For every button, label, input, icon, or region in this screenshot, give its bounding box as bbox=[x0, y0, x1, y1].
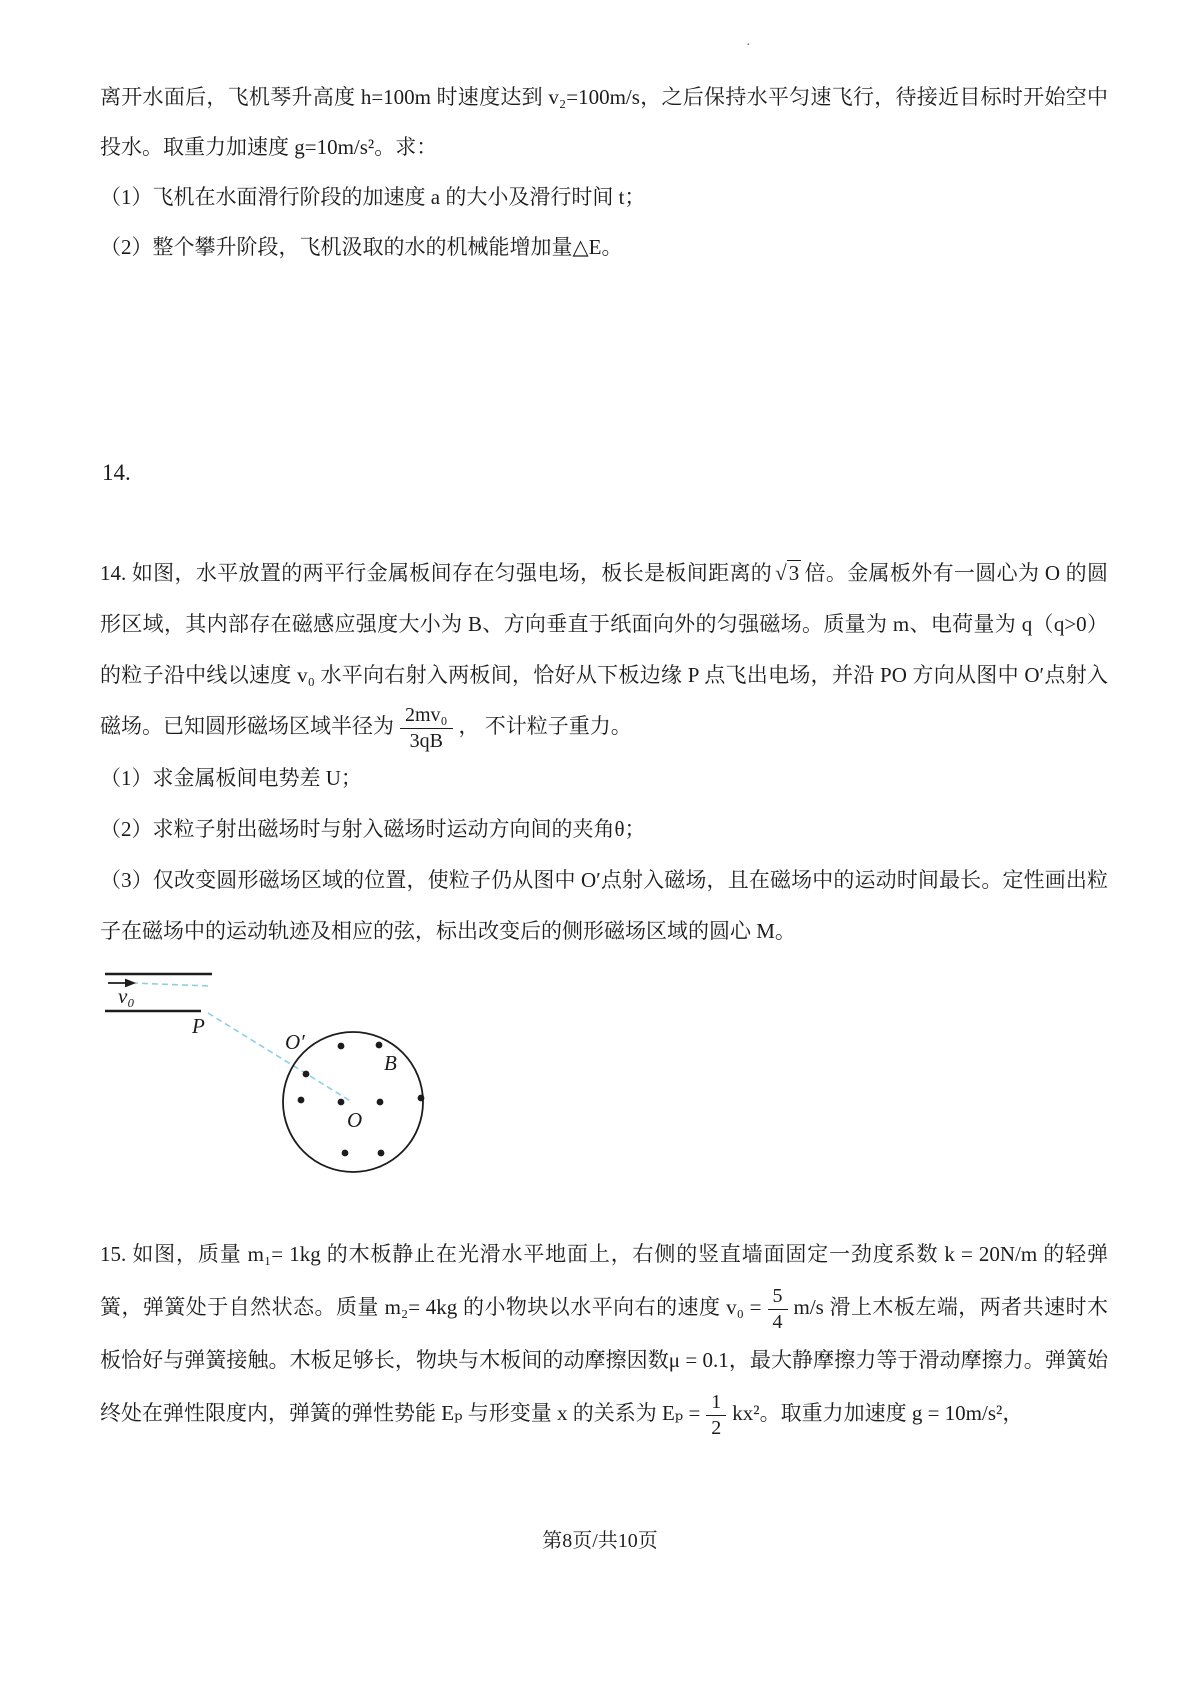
problem-15-paragraph: 15. 如图，质量 m₁= 1kg 的木板静止在光滑水平地面上，右侧的竖直墙面固定一劲度系数 k = 20N/m 的轻弹簧，弹簧处于自然状态。质量 m₂= 4kg 的小物块以水平向右的速度 v₀ = $\frac{5}{4}$ m/s 滑上木板左端，两者共速时木板恰好与弹簧接触。木板足够长，物块与木板间的动摩擦因数μ = 0.1，最大静摩擦力等于滑动摩擦力。弹簧始终处在弹性限度内，弹簧的弹性势能 Eₚ 与形变量 x 的关系为 Eₚ = $\frac{1}{2}$ kx²。取重力加速度 g = 10m/s²， bbox=[100, 1242, 1108, 1439]
center-line-dashed bbox=[132, 983, 210, 986]
point-o-prime-label: O′ bbox=[285, 1029, 305, 1054]
page-footer: 第8页/共10页 bbox=[542, 1530, 658, 1552]
problem-13-question-1: （1）飞机在水面滑行阶段的加速度 a 的大小及滑行时间 t； bbox=[100, 185, 646, 209]
problem-13-paragraph: 离开水面后，飞机琴升高度 h=100m 时速度达到 v₂=100m/s，之后保持水平匀速飞行，待接近目标时开始空中投水。取重力加速度 g=10m/s²。求： bbox=[100, 85, 1108, 159]
po-trajectory-dashed bbox=[208, 1013, 352, 1102]
field-dots-icon bbox=[298, 1041, 425, 1156]
problem-14-questions bbox=[100, 753, 1108, 957]
problem-14-question-1: （1）求金属板间电势差 U； bbox=[100, 765, 362, 790]
problem-14 bbox=[100, 548, 1108, 1203]
problem-13-question-2: （2）整个攀升阶段，飞机汲取的水的机械能增加量△E。 bbox=[100, 235, 623, 259]
field-region-diagram bbox=[100, 963, 540, 1203]
problem-14-question-3: （3）仅改变圆形磁场区域的位置，使粒子仍从图中 O′点射入磁场，且在磁场中的运动时间最长。定性画出粒子在磁场中的运动轨迹及相应的弦，标出改变后的侧形磁场区域的圆心 M。 bbox=[100, 867, 1108, 943]
center-o-label: O bbox=[347, 1107, 363, 1132]
field-b-label: B bbox=[384, 1050, 397, 1075]
problem-15 bbox=[100, 1228, 1108, 1440]
problem-14-question-2: （2）求粒子射出磁场时与射入磁场时运动方向间的夹角θ； bbox=[100, 816, 646, 841]
page-top-mark: · bbox=[746, 38, 751, 53]
problem-14-standalone-number: 14. bbox=[102, 460, 131, 485]
problem-14-intro: 14. 如图，水平放置的两平行金属板间存在匀强电场，板长是板间距离的 √3 倍。金属板外有一圆心为 O 的圆形区域，其内部存在磁感应强度大小为 B、方向垂直于纸面向外的匀强磁场。质量为 m、电荷量为 q（q>0）的粒子沿中线以速度 v₀ 水平向右射入两板间，恰好从下板边缘 P 点飞出电场，并沿 PO 方向从图中 O′点射入磁场。已知圆形磁场区域半径为 $\frac{\text{2mv₀}}{3qB}$ ， 不计粒子重力。 bbox=[100, 561, 1109, 752]
velocity-label: v₀ bbox=[118, 983, 135, 1008]
problem-13-continuation bbox=[100, 72, 1108, 272]
problem-14-figure bbox=[100, 963, 1108, 1203]
point-p-label: P bbox=[192, 1013, 205, 1038]
